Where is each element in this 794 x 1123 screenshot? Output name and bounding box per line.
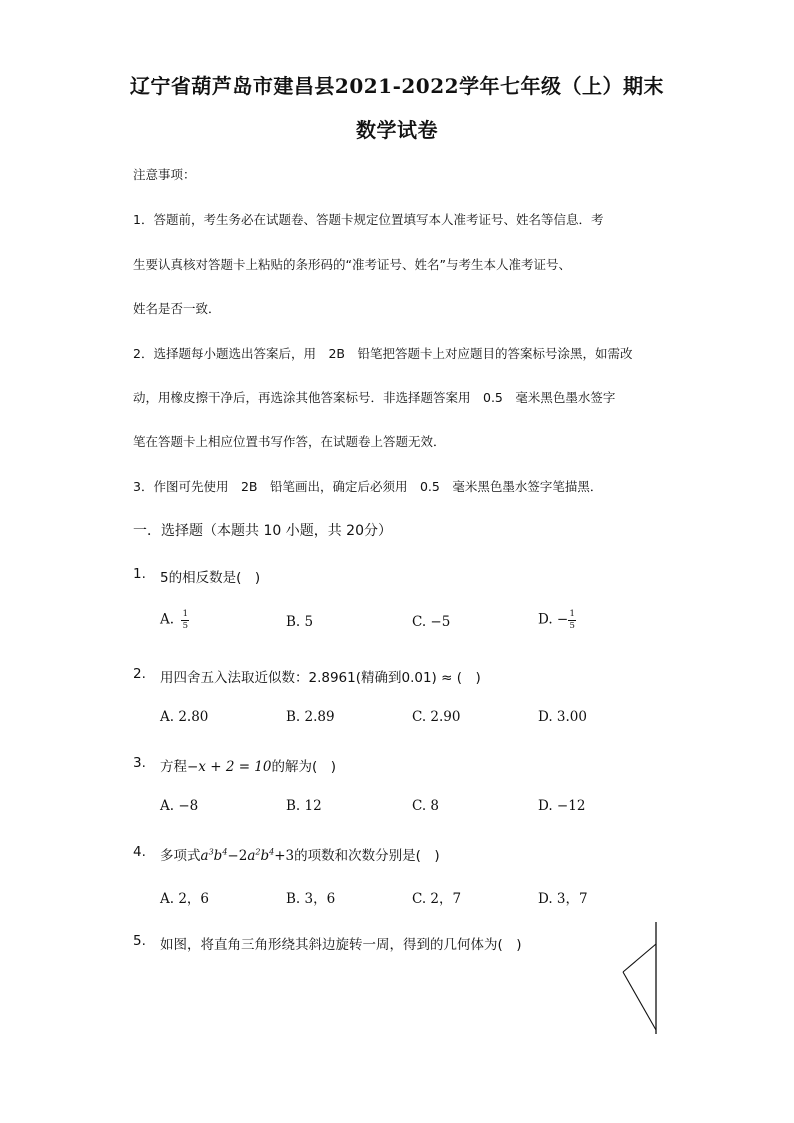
triangle-leg — [623, 972, 656, 1030]
fraction — [568, 610, 576, 630]
option-d: D. 3.00 — [538, 709, 587, 725]
notice-line: 生要认真核对答题卡上粘贴的条形码的“准考证号、姓名”与考生本人准考证号、 — [133, 257, 571, 272]
question-number: 5. — [133, 933, 146, 949]
equation: −x + 2 = 10 — [187, 759, 272, 775]
option-c: C. 8 — [412, 798, 440, 814]
page-title-line2: 数学试卷 — [356, 118, 438, 142]
notice-line: 2．选择题每小题选出答案后，用 2B 铅笔把答题卡上对应题目的答案标号涂黑，如需改 — [133, 346, 633, 361]
option-b: B. 3，6 — [286, 891, 336, 907]
var: a — [200, 848, 209, 864]
question-text: 用四舍五入法取近似数：2.8961(精确到0.01) ≈ ( ) — [160, 670, 481, 686]
operator: −2 — [227, 848, 248, 864]
page-title-line1: 辽宁省葫芦岛市建昌县2021-2022学年七年级（上）期末 — [129, 74, 665, 98]
denominator: 5 — [182, 620, 189, 631]
var: a — [247, 848, 256, 864]
option-d: D. 3，7 — [538, 891, 588, 907]
section-heading: 一．选择题（本题共 10 小题，共 20分） — [133, 523, 392, 539]
question-text — [160, 844, 440, 864]
exponent: 4 — [222, 847, 228, 857]
question-number: 4. — [133, 844, 146, 860]
exponent: 4 — [269, 847, 275, 857]
var: b — [260, 848, 270, 864]
question-number: 2. — [133, 666, 146, 682]
option-a — [160, 610, 189, 630]
question-text: 5的相反数是( ) — [160, 570, 261, 586]
option-c: C. 2.90 — [412, 709, 461, 725]
var: b — [213, 848, 223, 864]
notice-line: 1．答题前，考生务必在试题卷、答题卡规定位置填写本人准考证号、姓名等信息．考 — [133, 212, 604, 227]
option-b: B. 5 — [286, 614, 314, 630]
option-b: B. 2.89 — [286, 709, 335, 725]
option-d — [538, 610, 576, 630]
notice-line: 3．作图可先使用 2B 铅笔画出，确定后必须用 0.5 毫米黑色墨水签字笔描黑． — [133, 479, 603, 494]
exponent: 2 — [255, 847, 261, 857]
denominator: 5 — [569, 620, 575, 631]
option-d: D. −12 — [538, 798, 586, 814]
option-a: A. 2，6 — [160, 891, 210, 907]
question-text-suffix: 的解为( ) — [271, 759, 337, 775]
notice-line: 姓名是否一致． — [133, 301, 221, 316]
question-number: 1. — [133, 566, 146, 582]
numerator: 1 — [569, 609, 575, 619]
notice-line: 笔在答题卡上相应位置书写作答，在试题卷上答题无效． — [133, 434, 446, 449]
option-label: D. − — [538, 611, 569, 628]
option-a: A. −8 — [160, 798, 199, 814]
option-label: A. — [160, 611, 175, 628]
option-c: C. 2，7 — [412, 891, 462, 907]
numerator: 1 — [182, 609, 189, 619]
right-triangle-figure — [615, 918, 665, 1038]
question-text-suffix: 的项数和次数分别是( ) — [294, 848, 440, 864]
constant: +3 — [274, 848, 295, 864]
exponent: 3 — [208, 847, 214, 857]
option-c: C. −5 — [412, 614, 451, 630]
question-text-prefix: 多项式 — [160, 848, 201, 864]
question-text-prefix: 方程 — [160, 759, 187, 775]
option-b: B. 12 — [286, 798, 322, 814]
notice-heading: 注意事项： — [133, 167, 196, 182]
fraction — [181, 610, 189, 630]
question-text — [160, 755, 336, 775]
question-text: 如图，将直角三角形绕其斜边旋转一周，得到的几何体为( ) — [160, 937, 522, 953]
notice-line: 动，用橡皮擦干净后，再选涂其他答案标号．非选择题答案用 0.5 毫米黑色墨水签字 — [133, 390, 616, 405]
option-a: A. 2.80 — [160, 709, 209, 725]
question-number: 3. — [133, 755, 146, 771]
triangle-leg — [623, 944, 656, 972]
polynomial — [201, 848, 295, 864]
